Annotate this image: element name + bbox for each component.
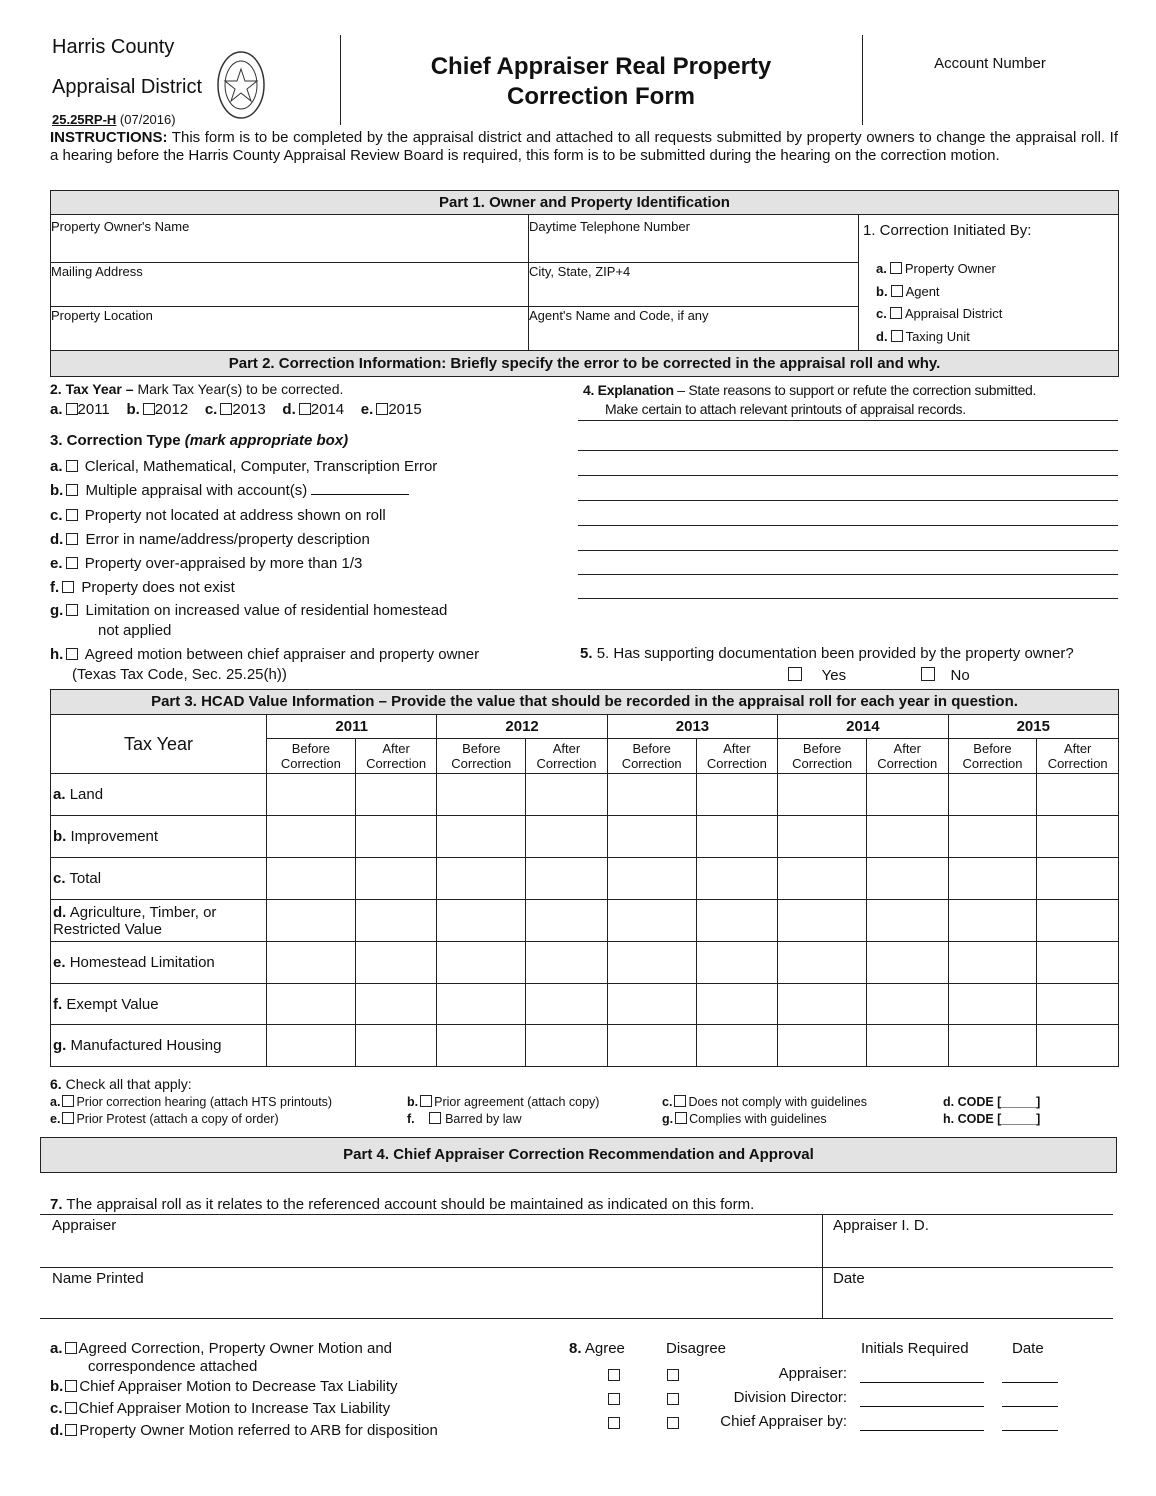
part4-header: Part 4. Chief Appraiser Correction Recommendation and Approval [40, 1137, 1117, 1173]
value-cell[interactable] [607, 984, 696, 1025]
tax-year-heading: 2. Tax Year – Mark Tax Year(s) to be corrected. [50, 381, 344, 397]
value-cell[interactable] [948, 942, 1037, 984]
initials-heading: Initials Required [861, 1340, 969, 1357]
correction-type-option[interactable]: h. Agreed motion between chief appraiser and property owner (Texas Tax Code, Sec. 25.25(h)) [50, 645, 480, 683]
after-correction-header: After Correction [526, 739, 608, 774]
value-cell[interactable] [355, 984, 437, 1025]
phone-field[interactable]: Daytime Telephone Number [529, 219, 690, 234]
correction-type-option[interactable]: f. Property does not exist [50, 579, 235, 597]
disagree-checkbox[interactable] [667, 1369, 679, 1381]
value-cell[interactable] [866, 858, 948, 900]
part1-header: Part 1. Owner and Property Identification [50, 190, 1119, 215]
value-cell[interactable] [437, 816, 526, 858]
value-cell[interactable] [696, 900, 778, 942]
correction-type-options [50, 455, 479, 685]
tax-year-header: Tax Year [51, 715, 267, 774]
value-cell[interactable] [1037, 900, 1119, 942]
value-cell[interactable] [355, 1025, 437, 1067]
value-cell[interactable] [267, 1025, 356, 1067]
disagree-heading: Disagree [666, 1340, 727, 1357]
mailing-address-field[interactable]: Mailing Address [51, 264, 143, 279]
value-cell[interactable] [437, 774, 526, 816]
initiated-by-heading: 1. Correction Initiated By: [863, 222, 1032, 239]
motion-option[interactable]: c. Chief Appraiser Motion to Increase Tax Liability [50, 1400, 391, 1417]
value-cell[interactable] [1037, 942, 1119, 984]
correction-type-option[interactable]: c. Property not located at address shown on roll [50, 506, 386, 524]
appraiser-field[interactable]: Appraiser [52, 1217, 117, 1234]
appraiser-id-field[interactable]: Appraiser I. D. [833, 1217, 929, 1234]
agent-name-field[interactable]: Agent's Name and Code, if any [529, 308, 709, 323]
after-correction-header: After Correction [866, 739, 948, 774]
before-correction-header: Before Correction [607, 739, 696, 774]
value-cell[interactable] [607, 942, 696, 984]
motion-option[interactable]: d. Property Owner Motion referred to ARB for disposition [50, 1422, 438, 1439]
value-cell[interactable] [437, 858, 526, 900]
initials-line[interactable] [860, 1430, 984, 1431]
motion-options [50, 1340, 438, 1442]
value-cell[interactable] [866, 816, 948, 858]
value-cell[interactable] [355, 900, 437, 942]
table-row [51, 816, 1119, 858]
value-cell[interactable] [778, 942, 867, 984]
value-cell[interactable] [355, 942, 437, 984]
date-line[interactable] [1002, 1430, 1058, 1431]
value-cell[interactable] [696, 984, 778, 1025]
initiated-option[interactable]: c. Appraisal District [876, 306, 1003, 321]
city-state-zip-field[interactable]: City, State, ZIP+4 [529, 264, 631, 279]
value-cell[interactable] [267, 984, 356, 1025]
option-does-not-comply[interactable]: c. Does not comply with guidelines [662, 1095, 868, 1109]
initiated-option[interactable]: b. Agent [876, 283, 940, 299]
motion-option[interactable]: b. Chief Appraiser Motion to Decrease Tax Liability [50, 1378, 398, 1395]
property-location-field[interactable]: Property Location [51, 308, 153, 323]
value-cell[interactable] [267, 816, 356, 858]
value-cell[interactable] [526, 900, 608, 942]
value-cell[interactable] [778, 984, 867, 1025]
value-cell[interactable] [778, 816, 867, 858]
org-name-line1: Harris County [52, 36, 175, 58]
tax-year-option[interactable]: c. 2013 [204, 401, 266, 418]
owner-name-field[interactable]: Property Owner's Name [51, 219, 190, 234]
signer-label: Chief Appraiser by: [720, 1413, 847, 1430]
part3-header: Part 3. HCAD Value Information – Provide the value that should be recorded in the appraisal roll for each year in question. [50, 689, 1119, 715]
value-cell[interactable] [607, 774, 696, 816]
value-cell[interactable] [526, 942, 608, 984]
table-row [51, 942, 1119, 984]
option-complies[interactable]: g. Complies with guidelines [662, 1112, 827, 1126]
value-cell[interactable] [437, 1025, 526, 1067]
value-cell[interactable] [267, 942, 356, 984]
value-cell[interactable] [866, 774, 948, 816]
value-table [50, 714, 1119, 1067]
table-row [51, 1025, 1119, 1067]
agree-checkbox[interactable] [608, 1417, 620, 1429]
value-cell[interactable] [948, 858, 1037, 900]
explanation-heading: 4. Explanation – State reasons to support or refute the correction submitted. Make certain to attach relevant printouts of appraisal records. [583, 382, 1037, 417]
value-cell[interactable] [267, 858, 356, 900]
value-cell[interactable] [267, 774, 356, 816]
value-cell[interactable] [948, 816, 1037, 858]
value-cell[interactable] [866, 1025, 948, 1067]
option-prior-protest[interactable]: e. Prior Protest (attach a copy of order) [50, 1112, 279, 1126]
value-cell[interactable] [607, 900, 696, 942]
date-line[interactable] [1002, 1406, 1058, 1407]
value-cell[interactable] [948, 984, 1037, 1025]
after-correction-header: After Correction [355, 739, 437, 774]
option-prior-correction-hearing[interactable]: a. Prior correction hearing (attach HTS printouts) [50, 1095, 333, 1109]
account-number-label: Account Number [934, 55, 1046, 72]
value-cell[interactable] [1037, 1025, 1119, 1067]
before-correction-header: Before Correction [948, 739, 1037, 774]
correction-type-option[interactable]: a. Clerical, Mathematical, Computer, Transcription Error [50, 458, 438, 475]
signer-label: Appraiser: [778, 1365, 847, 1382]
initials-line[interactable] [860, 1406, 984, 1407]
name-printed-field[interactable]: Name Printed [52, 1270, 144, 1287]
item8-heading: 8. Agree [569, 1340, 625, 1357]
value-cell[interactable] [355, 816, 437, 858]
date-heading: Date [1012, 1340, 1044, 1357]
value-cell[interactable] [778, 858, 867, 900]
instructions: INSTRUCTIONS: This form is to be completed by the appraisal district and attached to all requests submitted by property owners to change the appraisal roll. If a hearing before the Harris County Appraisal Review Board is required, this form is to be submitted during the hearing on the correction motion. [50, 129, 1118, 164]
year-header: 2011 [267, 715, 437, 739]
tax-year-option[interactable]: e. 2015 [360, 401, 422, 418]
value-cell[interactable] [778, 774, 867, 816]
value-cell[interactable] [1037, 858, 1119, 900]
table-row [51, 984, 1119, 1025]
value-cell[interactable] [1037, 774, 1119, 816]
signer-label: Division Director: [733, 1389, 847, 1406]
value-cell[interactable] [437, 900, 526, 942]
code-h-field[interactable]: h. CODE [_____] [943, 1112, 1041, 1126]
item7-statement: 7. The appraisal roll as it relates to the referenced account should be maintained as indicated on this form. [50, 1196, 755, 1213]
org-name-line2: Appraisal District [52, 76, 203, 98]
value-cell[interactable] [778, 900, 867, 942]
year-header: 2014 [778, 715, 948, 739]
year-header: 2012 [437, 715, 607, 739]
date-line[interactable] [1002, 1382, 1058, 1383]
code-d-field[interactable]: d. CODE [_____] [943, 1095, 1041, 1109]
value-cell[interactable] [526, 984, 608, 1025]
value-cell[interactable] [355, 774, 437, 816]
tax-year-options [50, 401, 422, 418]
value-cell[interactable] [607, 816, 696, 858]
value-cell[interactable] [948, 1025, 1037, 1067]
value-cell[interactable] [948, 900, 1037, 942]
value-cell[interactable] [866, 984, 948, 1025]
correction-type-option[interactable]: g. Limitation on increased value of residential homestead not applied [50, 601, 448, 639]
value-cell[interactable] [526, 1025, 608, 1067]
value-cell[interactable] [696, 942, 778, 984]
row-label: g. Manufactured Housing [51, 1025, 267, 1067]
value-cell[interactable] [526, 774, 608, 816]
option-barred-by-law[interactable]: f. Barred by law [407, 1112, 522, 1126]
disagree-checkbox[interactable] [667, 1417, 679, 1429]
page-title: Chief Appraiser Real Property Correction Form [430, 53, 772, 110]
year-header: 2015 [948, 715, 1118, 739]
after-correction-header: After Correction [696, 739, 778, 774]
row-label: c. Total [51, 858, 267, 900]
value-cell[interactable] [866, 942, 948, 984]
initiated-option[interactable]: d. Taxing Unit [876, 328, 970, 344]
row-label: f. Exempt Value [51, 984, 267, 1025]
value-cell[interactable] [437, 942, 526, 984]
motion-option[interactable]: a. Agreed Correction, Property Owner Motion and correspondence attached [50, 1340, 392, 1375]
documentation-question: 5. 5. Has supporting documentation been provided by the property owner? [580, 645, 1074, 662]
value-cell[interactable] [526, 858, 608, 900]
value-cell[interactable] [267, 900, 356, 942]
initiated-option[interactable]: a. Property Owner [876, 261, 996, 276]
value-cell[interactable] [696, 774, 778, 816]
before-correction-header: Before Correction [437, 739, 526, 774]
value-cell[interactable] [437, 984, 526, 1025]
agree-checkbox[interactable] [608, 1393, 620, 1405]
value-cell[interactable] [607, 1025, 696, 1067]
row-label: a. Land [51, 774, 267, 816]
documentation-no[interactable]: No [918, 667, 970, 684]
district-seal-logo [216, 49, 266, 121]
value-cell[interactable] [1037, 816, 1119, 858]
agree-checkbox[interactable] [608, 1369, 620, 1381]
value-cell[interactable] [696, 858, 778, 900]
table-row [51, 900, 1119, 942]
check-all-options [50, 1094, 1120, 1130]
disagree-checkbox[interactable] [667, 1393, 679, 1405]
value-cell[interactable] [866, 900, 948, 942]
value-cell[interactable] [607, 858, 696, 900]
row-label: b. Improvement [51, 816, 267, 858]
after-correction-header: After Correction [1037, 739, 1119, 774]
check-all-heading: 6. Check all that apply: [50, 1076, 192, 1092]
correction-type-option[interactable]: d. Error in name/address/property description [50, 530, 370, 548]
table-row [51, 858, 1119, 900]
correction-type-heading: 3. Correction Type (mark appropriate box) [50, 432, 349, 449]
initials-line[interactable] [860, 1382, 984, 1383]
value-cell[interactable] [948, 774, 1037, 816]
option-prior-agreement[interactable]: b. Prior agreement (attach copy) [407, 1095, 600, 1109]
before-correction-header: Before Correction [267, 739, 356, 774]
divider [862, 35, 863, 125]
before-correction-header: Before Correction [778, 739, 867, 774]
tax-year-option[interactable]: b. 2012 [126, 401, 189, 418]
correction-type-option[interactable]: b. Multiple appraisal with account(s) [50, 479, 479, 503]
value-cell[interactable] [355, 858, 437, 900]
row-label: e. Homestead Limitation [51, 942, 267, 984]
tax-year-option[interactable]: d. 2014 [282, 401, 345, 418]
value-cell[interactable] [1037, 984, 1119, 1025]
date-field[interactable]: Date [833, 1270, 865, 1287]
value-cell[interactable] [696, 1025, 778, 1067]
table-row [51, 774, 1119, 816]
value-cell[interactable] [778, 1025, 867, 1067]
row-label: d. Agriculture, Timber, or Restricted Value [51, 900, 267, 942]
part2-header: Part 2. Correction Information: Briefly specify the error to be corrected in the appraisal roll and why. [50, 350, 1119, 377]
correction-type-option[interactable]: e. Property over-appraised by more than 1/3 [50, 555, 363, 573]
form-code: 25.25RP-H (07/2016) [52, 112, 176, 127]
tax-year-option[interactable]: a. 2011 [50, 401, 110, 418]
documentation-yes[interactable]: Yes [785, 667, 846, 684]
value-cell[interactable] [526, 816, 608, 858]
year-header: 2013 [607, 715, 777, 739]
initiated-by-options [876, 258, 1002, 348]
value-cell[interactable] [696, 816, 778, 858]
